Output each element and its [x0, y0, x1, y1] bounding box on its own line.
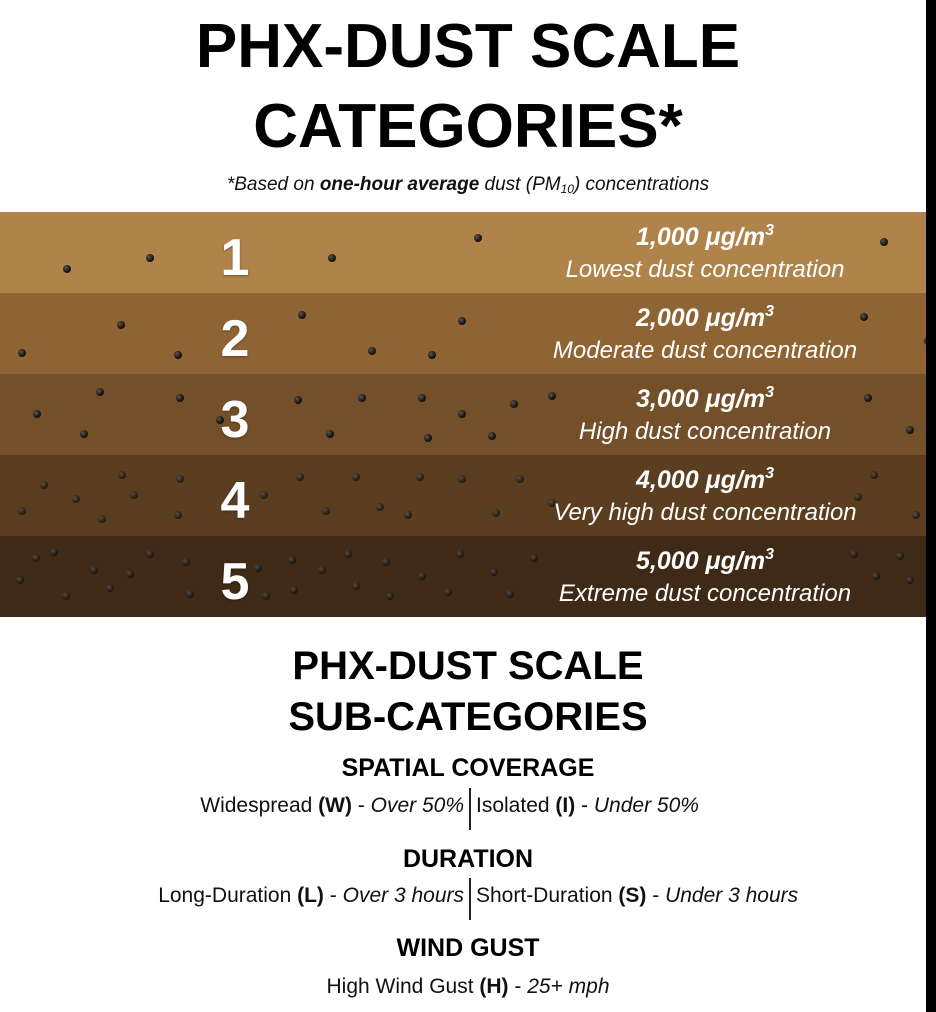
- category-concentration: [500, 222, 910, 252]
- subtitle-subscript: 10: [560, 182, 574, 196]
- entry-separator: -: [575, 794, 594, 817]
- dust-particle: [458, 410, 466, 418]
- duration-row: [0, 878, 926, 920]
- entry-detail: Under 3 hours: [665, 884, 799, 907]
- entry-label: High Wind Gust: [326, 975, 480, 998]
- dust-particle: [428, 351, 436, 359]
- dust-particle: [368, 347, 376, 355]
- dust-particle: [318, 566, 326, 574]
- spatial-coverage-row: [0, 788, 926, 830]
- subcategories-title-line2: SUB-CATEGORIES: [288, 695, 648, 739]
- isolated-entry: [476, 794, 699, 818]
- subtitle: [0, 174, 926, 196]
- dust-particle: [358, 394, 366, 402]
- dust-particle: [418, 572, 426, 580]
- category-description: Very high dust concentration: [553, 499, 857, 526]
- entry-separator: -: [351, 794, 371, 817]
- subtitle-bold: one-hour average: [319, 174, 480, 195]
- category-description: Moderate dust concentration: [552, 337, 858, 364]
- dust-particle: [62, 592, 70, 600]
- entry-separator: -: [508, 975, 528, 998]
- spatial-coverage-heading: SPATIAL COVERAGE: [341, 754, 595, 782]
- dust-particle: [382, 558, 390, 566]
- entry-code: (H): [479, 975, 509, 998]
- category-exponent: 3: [765, 546, 774, 563]
- entry-detail: Over 3 hours: [342, 884, 464, 907]
- category-description: High dust concentration: [578, 418, 832, 445]
- dust-particle: [18, 349, 26, 357]
- dust-particle: [186, 590, 194, 598]
- dust-particle: [418, 394, 426, 402]
- entry-label: Isolated: [476, 794, 556, 817]
- dust-particle: [326, 430, 334, 438]
- dust-particle: [924, 337, 926, 345]
- dust-particle: [118, 471, 126, 479]
- entry-separator: -: [323, 884, 343, 907]
- dust-particle: [352, 582, 360, 590]
- dust-particle: [40, 481, 48, 489]
- dust-particle: [444, 588, 452, 596]
- dust-particle: [376, 503, 384, 511]
- category-value: 4,000 μg/m: [636, 466, 766, 494]
- dust-particle: [344, 550, 352, 558]
- dust-particle: [98, 515, 106, 523]
- dust-particle: [174, 351, 182, 359]
- dust-particle: [146, 254, 154, 262]
- category-exponent: 3: [765, 222, 774, 239]
- dust-particle: [90, 566, 98, 574]
- category-exponent: 3: [765, 384, 774, 401]
- dust-particle: [386, 592, 394, 600]
- dust-particle: [32, 554, 40, 562]
- dust-particle: [474, 234, 482, 242]
- category-band-2: [0, 293, 926, 374]
- category-number: 4: [220, 472, 250, 530]
- dust-particle: [182, 558, 190, 566]
- subtitle-mid: dust (PM: [479, 174, 561, 195]
- main-title-line2: CATEGORIES*: [253, 92, 683, 161]
- category-band-3: [0, 374, 926, 455]
- category-band-5: [0, 536, 926, 617]
- category-concentration: [500, 303, 910, 333]
- dust-particle: [912, 511, 920, 519]
- category-exponent: 3: [765, 303, 774, 320]
- category-concentration: [500, 465, 910, 495]
- category-number: 1: [220, 229, 250, 287]
- long-duration-entry: [158, 884, 468, 908]
- category-number: 5: [220, 553, 250, 611]
- category-number: 2: [220, 310, 250, 368]
- dust-particle: [126, 570, 134, 578]
- entry-label: Long-Duration: [158, 884, 298, 907]
- subtitle-prefix: *Based on: [226, 174, 320, 195]
- subtitle-suffix: ) concentrations: [573, 174, 710, 195]
- dust-particle: [18, 507, 26, 515]
- wind-gust-heading: WIND GUST: [396, 934, 540, 962]
- dust-particle: [424, 434, 432, 442]
- entry-code: (W): [318, 794, 352, 817]
- dust-particle: [328, 254, 336, 262]
- dust-particle: [322, 507, 330, 515]
- entry-code: (S): [618, 884, 647, 907]
- category-value: 3,000 μg/m: [636, 385, 766, 413]
- dust-particle: [458, 475, 466, 483]
- dust-particle: [176, 475, 184, 483]
- dust-particle: [416, 473, 424, 481]
- dust-particle: [290, 586, 298, 594]
- subcategories-title-line1: PHX-DUST SCALE: [292, 644, 644, 688]
- widespread-entry: [200, 794, 468, 818]
- dust-particle: [352, 473, 360, 481]
- entry-detail: 25+ mph: [527, 975, 610, 998]
- category-value: 1,000 μg/m: [636, 223, 766, 251]
- entry-detail: Over 50%: [370, 794, 464, 817]
- dust-particle: [404, 511, 412, 519]
- dust-particle: [288, 556, 296, 564]
- entry-detail: Under 50%: [593, 794, 699, 817]
- dust-particle: [298, 311, 306, 319]
- dust-particle: [106, 584, 114, 592]
- column-divider: [469, 788, 471, 830]
- category-value: 5,000 μg/m: [636, 547, 766, 575]
- dust-particle: [458, 317, 466, 325]
- high-wind-gust-entry: [0, 975, 926, 999]
- dust-particle: [50, 548, 58, 556]
- category-description: Extreme dust concentration: [558, 580, 852, 607]
- main-title-line1: PHX-DUST SCALE: [195, 12, 741, 81]
- dust-particle: [488, 432, 496, 440]
- dust-particle: [174, 511, 182, 519]
- entry-code: (I): [555, 794, 576, 817]
- dust-particle: [72, 495, 80, 503]
- dust-particle: [294, 396, 302, 404]
- entry-code: (L): [297, 884, 324, 907]
- category-value: 2,000 μg/m: [636, 304, 766, 332]
- dust-particle: [296, 473, 304, 481]
- entry-separator: -: [646, 884, 666, 907]
- entry-label: Widespread: [200, 794, 319, 817]
- short-duration-entry: [476, 884, 798, 908]
- category-exponent: 3: [765, 465, 774, 482]
- category-concentration: [500, 546, 910, 576]
- dust-particle: [130, 491, 138, 499]
- category-band-4: [0, 455, 926, 536]
- dust-particle: [146, 550, 154, 558]
- dust-particle: [16, 576, 24, 584]
- dust-particle: [490, 568, 498, 576]
- dust-particle: [33, 410, 41, 418]
- dust-particle: [80, 430, 88, 438]
- column-divider: [469, 878, 471, 920]
- dust-particle: [96, 388, 104, 396]
- dust-particle: [492, 509, 500, 517]
- category-description: Lowest dust concentration: [565, 256, 845, 283]
- duration-heading: DURATION: [402, 845, 534, 873]
- category-concentration: [500, 384, 910, 414]
- dust-particle: [176, 394, 184, 402]
- category-number: 3: [220, 391, 250, 449]
- dust-particle: [456, 550, 464, 558]
- dust-particle: [63, 265, 71, 273]
- dust-particle: [117, 321, 125, 329]
- entry-label: Short-Duration: [476, 884, 619, 907]
- category-band-1: [0, 212, 926, 293]
